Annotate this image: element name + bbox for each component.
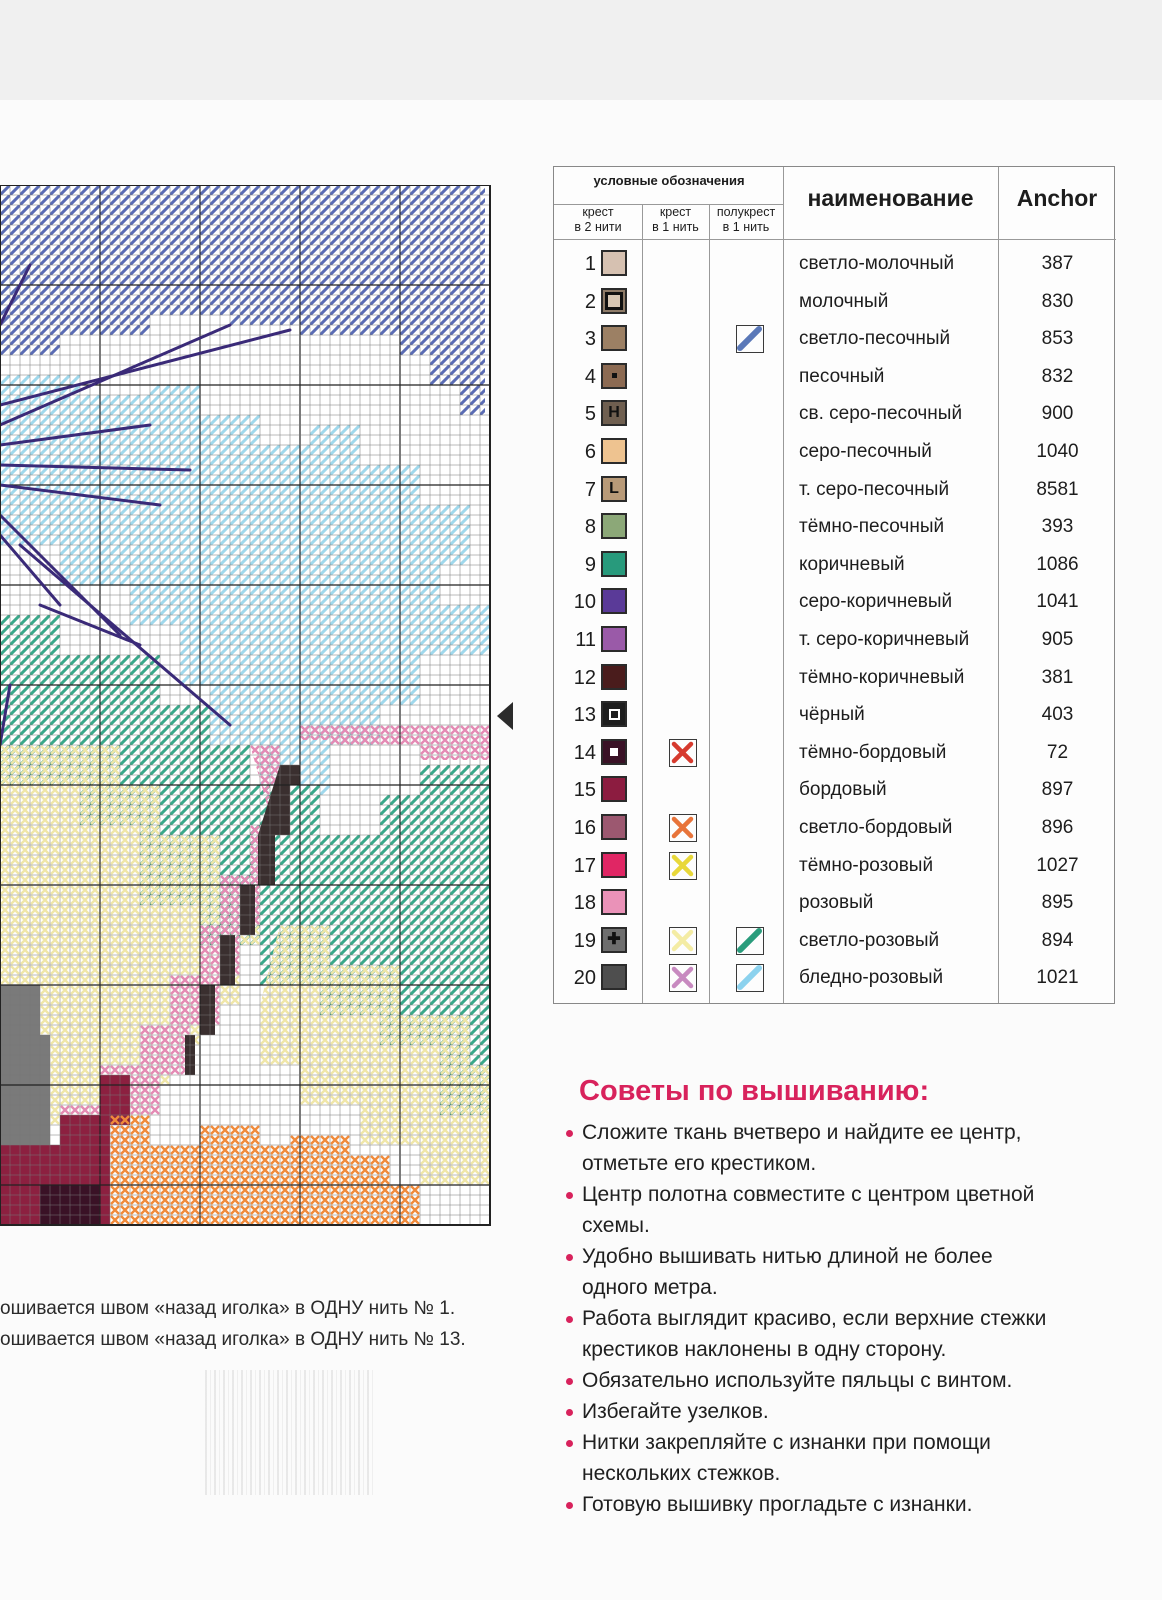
bullet-icon	[566, 1409, 573, 1416]
tip-text: Обязательно используйте пяльцы с винтом.	[582, 1369, 1013, 1392]
anchor-code: 403	[1041, 704, 1074, 726]
anchor-code: 72	[1046, 741, 1069, 763]
thread-name: св. серо-песочный	[799, 403, 963, 425]
anchor-code: 8581	[1036, 478, 1079, 500]
thread-name: тёмно-бордовый	[799, 741, 947, 763]
tip-item	[566, 1427, 1146, 1489]
backstitch-note-1: ошивается швом «назад иголка» в ОДНУ нить № 1.	[0, 1298, 456, 1319]
tip-text: Удобно вышивать нитью длиной не более одного метра.	[582, 1245, 993, 1299]
legend-row	[554, 886, 1116, 923]
tip-text: Избегайте узелков.	[582, 1400, 769, 1423]
color-swatch	[601, 588, 627, 614]
bullet-icon	[566, 1192, 573, 1199]
row-number: 13	[573, 704, 596, 727]
tip-item	[566, 1396, 1146, 1427]
row-number: 7	[584, 478, 596, 501]
anchor-code: 830	[1041, 290, 1074, 312]
page-top-strip	[0, 0, 1162, 100]
color-swatch	[601, 927, 627, 953]
legend-row	[554, 473, 1116, 510]
legend-row	[554, 849, 1116, 886]
row-number: 16	[573, 817, 596, 839]
anchor-code: 1041	[1036, 591, 1079, 613]
backstitch-note-2: ошивается швом «назад иголка» в ОДНУ нить № 13.	[0, 1329, 466, 1350]
tip-item	[566, 1179, 1146, 1241]
bullet-icon	[566, 1502, 573, 1509]
color-swatch	[601, 551, 627, 577]
cross-1-thread-icon	[669, 814, 697, 842]
thread-name: розовый	[799, 892, 874, 914]
swatch-symbol-icon: ✚	[607, 930, 621, 948]
legend-row	[554, 360, 1116, 397]
thread-name: светло-бордовый	[799, 817, 953, 838]
thread-name: коричневый	[799, 553, 905, 575]
anchor-code: 1021	[1036, 967, 1079, 989]
row-number: 10	[573, 591, 596, 614]
legend-row	[554, 698, 1116, 735]
row-number: 2	[584, 290, 596, 313]
row-number: 8	[584, 516, 596, 539]
anchor-code: 900	[1041, 403, 1074, 425]
legend-row	[554, 773, 1116, 810]
anchor-code: 905	[1041, 629, 1074, 650]
tips-list	[566, 1117, 1146, 1520]
row-number: 5	[584, 403, 596, 426]
row-number: 4	[584, 365, 596, 388]
tips-title: Советы по вышиванию:	[579, 1075, 930, 1107]
thread-name: т. серо-песочный	[799, 478, 950, 500]
swatch-symbol-icon: H	[608, 404, 620, 422]
thread-name: серо-коричневый	[799, 591, 953, 613]
thread-name: чёрный	[799, 704, 865, 726]
anchor-code: 896	[1041, 817, 1074, 838]
swatch-symbol-icon	[603, 365, 625, 387]
thread-name: молочный	[799, 290, 889, 312]
half-cross-icon	[736, 964, 764, 992]
anchor-code: 1086	[1036, 553, 1079, 575]
color-swatch	[601, 664, 627, 690]
anchor-code: 381	[1041, 666, 1074, 688]
half-cross-icon	[736, 325, 764, 353]
tip-text: Нитки закрепляйте с изнанки при помощи нескольких стежков.	[582, 1431, 991, 1485]
cross-1-thread-icon	[669, 739, 697, 767]
anchor-code: 897	[1041, 779, 1074, 801]
cross-1-thread-icon	[669, 852, 697, 880]
row-number: 12	[573, 666, 596, 689]
color-swatch	[601, 814, 627, 840]
thread-name: бледно-розовый	[799, 967, 944, 989]
legend-row	[554, 736, 1116, 773]
cross-1-thread-icon	[669, 927, 697, 955]
tip-text: Готовую вышивку прогладьте с изнанки.	[582, 1493, 973, 1516]
row-number: 1	[584, 253, 596, 275]
thread-name: тёмно-песочный	[799, 516, 945, 538]
thread-name: т. серо-коричневый	[799, 629, 970, 650]
header-anchor: Anchor	[1016, 185, 1098, 211]
tip-item	[566, 1489, 1146, 1520]
swatch-symbol-icon: L	[609, 479, 619, 497]
tip-text: Сложите ткань вчетверо и найдите ее центр, отметьте его крестиком.	[582, 1121, 1022, 1175]
bullet-icon	[566, 1378, 573, 1385]
anchor-code: 853	[1041, 328, 1074, 350]
row-number: 11	[575, 629, 596, 651]
legend-row	[554, 961, 1116, 998]
legend-row	[554, 397, 1116, 434]
color-swatch	[601, 325, 627, 351]
color-swatch	[601, 776, 627, 802]
tip-item	[566, 1241, 1146, 1303]
tip-text: Работа выглядит красиво, если верхние стежки крестиков наклонены в одну сторону.	[582, 1307, 1047, 1361]
legend-row	[554, 585, 1116, 622]
tip-item	[566, 1117, 1146, 1179]
anchor-code: 1027	[1036, 854, 1079, 876]
thread-name: бордовый	[799, 779, 887, 801]
header-half-cross: полукрест в 1 нить	[716, 205, 776, 234]
bullet-icon	[566, 1254, 573, 1261]
legend-row	[554, 548, 1116, 585]
legend-row	[554, 811, 1116, 848]
color-swatch	[601, 626, 627, 652]
legend-row	[554, 247, 1116, 284]
thread-name: серо-песочный	[799, 441, 932, 462]
color-swatch	[601, 701, 627, 727]
anchor-code: 1040	[1036, 441, 1079, 462]
bullet-icon	[566, 1130, 573, 1137]
thread-name: светло-песочный	[799, 328, 951, 350]
legend-row	[554, 661, 1116, 698]
color-swatch	[601, 288, 627, 314]
bullet-icon	[566, 1440, 573, 1447]
swatch-symbol-icon	[603, 290, 625, 312]
legend-row	[554, 623, 1116, 660]
thread-name: светло-розовый	[799, 929, 940, 951]
color-swatch	[601, 852, 627, 878]
center-marker-arrow	[497, 702, 513, 730]
cross-1-thread-icon	[669, 964, 697, 992]
anchor-code: 387	[1041, 253, 1074, 274]
legend-row	[554, 435, 1116, 472]
thread-name: тёмно-коричневый	[799, 666, 965, 688]
legend-row	[554, 924, 1116, 961]
color-swatch	[601, 400, 627, 426]
anchor-code: 393	[1041, 516, 1074, 538]
swatch-symbol-icon	[603, 741, 625, 763]
thread-name: песочный	[799, 365, 885, 387]
header-name: наименование	[807, 185, 974, 211]
row-number: 19	[573, 929, 596, 952]
color-swatch	[601, 438, 627, 464]
thread-name: тёмно-розовый	[799, 854, 934, 876]
anchor-code: 894	[1041, 929, 1074, 951]
color-swatch	[601, 363, 627, 389]
legend-row	[554, 285, 1116, 322]
color-key-table	[553, 166, 1115, 1004]
legend-row	[554, 322, 1116, 359]
color-swatch	[601, 739, 627, 765]
tip-item	[566, 1303, 1146, 1365]
swatch-symbol-icon	[603, 703, 625, 725]
bullet-icon	[566, 1316, 573, 1323]
barcode-ghost	[205, 1370, 375, 1495]
color-swatch	[601, 964, 627, 990]
thread-name: светло-молочный	[799, 253, 955, 274]
row-number: 6	[584, 441, 596, 463]
color-swatch	[601, 889, 627, 915]
header-cross-1-thread: крест в 1 нить	[652, 205, 699, 234]
tip-text: Центр полотна совместите с центром цветной схемы.	[582, 1183, 1035, 1237]
row-number: 9	[584, 553, 596, 576]
color-swatch	[601, 250, 627, 276]
row-number: 20	[573, 967, 596, 990]
row-number: 3	[584, 328, 596, 351]
color-swatch	[601, 513, 627, 539]
row-number: 17	[573, 854, 596, 877]
color-swatch	[601, 476, 627, 502]
header-symbols: условные обозначения	[593, 173, 745, 188]
anchor-code: 832	[1041, 365, 1074, 387]
row-number: 15	[573, 779, 596, 802]
header-cross-2-threads: крест в 2 нити	[574, 205, 622, 234]
half-cross-icon	[736, 927, 764, 955]
row-number: 18	[573, 892, 596, 915]
anchor-code: 895	[1041, 892, 1074, 914]
tip-item	[566, 1365, 1146, 1396]
cross-stitch-chart	[0, 185, 500, 1235]
row-number: 14	[573, 741, 596, 764]
legend-row	[554, 510, 1116, 547]
